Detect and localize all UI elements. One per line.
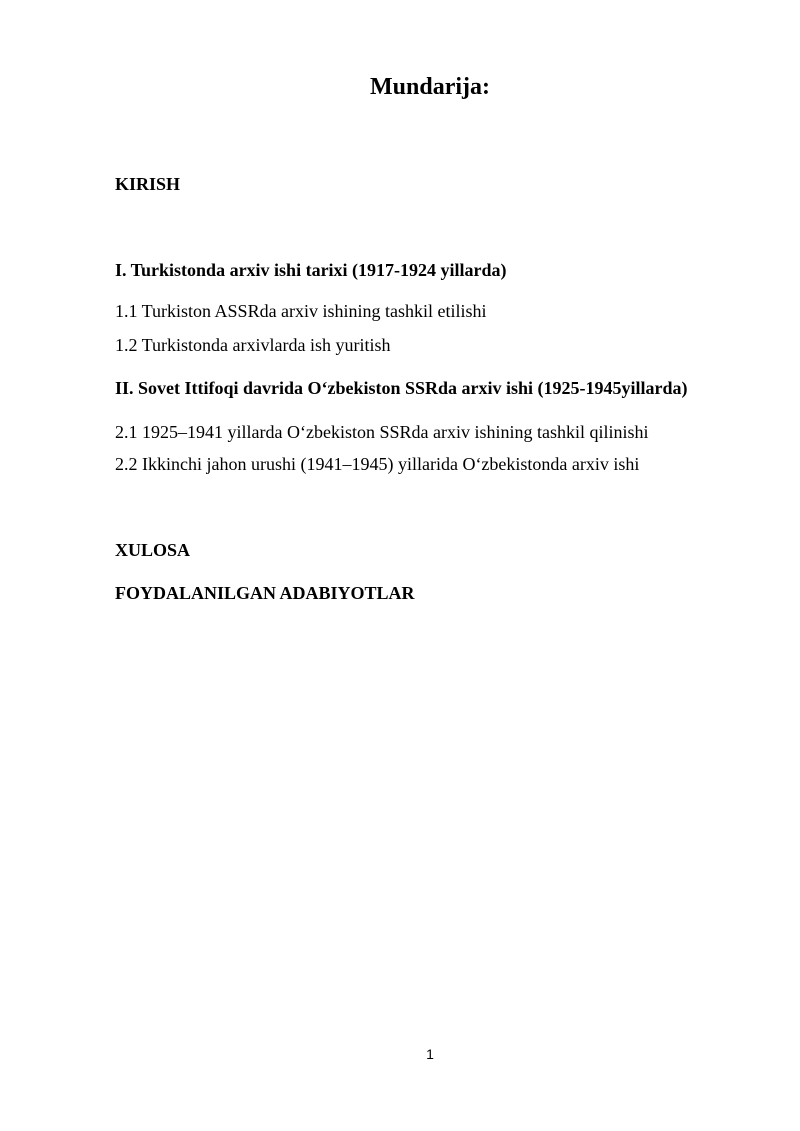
- toc-chapter-2-heading: II. Sovet Ittifoqi davrida O‘zbekiston SSRda arxiv ishi (1925-1945yillarda): [115, 378, 688, 398]
- page-number: 1: [426, 1046, 434, 1062]
- toc-item-2-1: 2.1 1925–1941 yillarda O‘zbekiston SSRda arxiv ishining tashkil qilinishi: [115, 422, 649, 442]
- toc-intro: KIRISH: [115, 174, 181, 194]
- toc-item-1-2: 1.2 Turkistonda arxivlarda ish yuritish: [115, 335, 391, 355]
- toc-conclusion: XULOSA: [115, 540, 191, 560]
- toc-item-1-1: 1.1 Turkiston ASSRda arxiv ishining tashkil etilishi: [115, 301, 487, 321]
- toc-item-2-2: 2.2 Ikkinchi jahon urushi (1941–1945) yillarida O‘zbekistonda arxiv ishi: [115, 454, 640, 474]
- toc-chapter-1-heading: I. Turkistonda arxiv ishi tarixi (1917-1924 yillarda): [115, 260, 507, 280]
- toc-references: FOYDALANILGAN ADABIYOTLAR: [115, 583, 415, 603]
- page-title: Mundarija:: [370, 74, 490, 100]
